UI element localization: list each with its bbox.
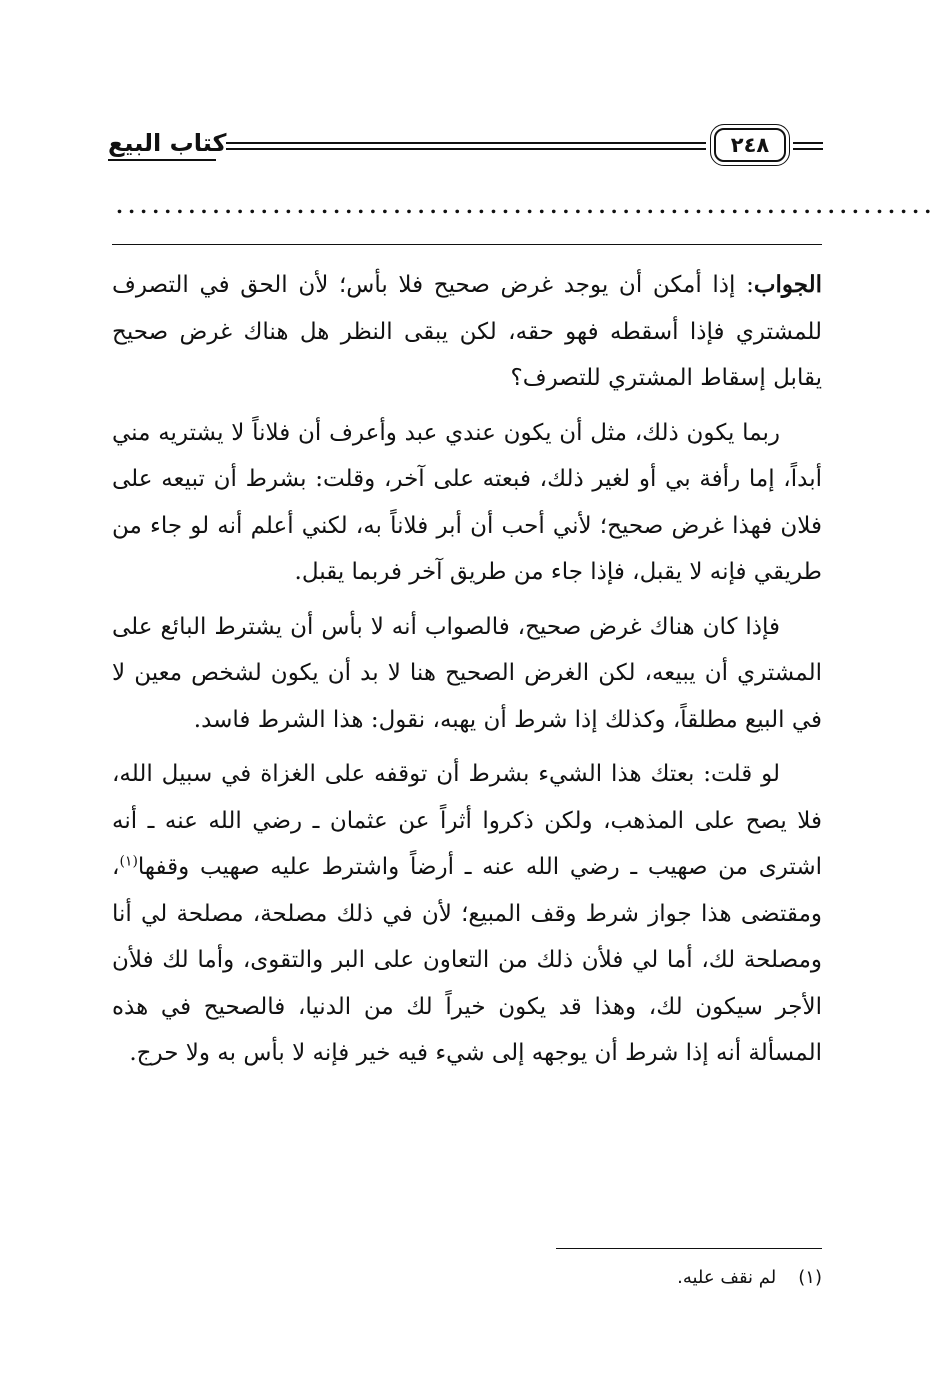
footnote-reference[interactable]: (١)	[119, 853, 138, 870]
paragraph-waqf	[112, 751, 822, 1077]
dotted-separator: ....................................................................	[116, 194, 937, 218]
footnote	[560, 1264, 822, 1292]
header-double-rule-right	[793, 142, 823, 150]
paragraph-text: لو قلت: بعتك هذا الشيء بشرط أن توقفه على الغزاة في سبيل الله، فلا يصح على المذهب، ولكن ذكروا أثراً عن عثمان ـ رضي الله عنه ـ أنه اشترى من صهيب ـ رضي الله عنه ـ أرضاً واشترط عليه صهيب وقفها	[112, 761, 822, 880]
paragraph-ruling	[112, 604, 822, 744]
paragraph-example	[112, 410, 822, 596]
footnote-number: (١)	[798, 1267, 822, 1288]
page-header	[108, 128, 823, 168]
book-title: كتاب البيع	[108, 129, 227, 157]
main-text	[112, 262, 822, 1085]
paragraph-text: ربما يكون ذلك، مثل أن يكون عندي عبد وأعرف أن فلاناً لا يشتريه مني أبداً، إما رأفة بي أو لغير ذلك، فبعته على آخر، وقلت: بشرط أن تبيعه على فلان فهذا غرض صحيح؛ لأني أحب أن أبر فلاناً به، لكني أعلم أنه لو جاء من طريقي فإنه لا يقبل، فإذا جاء من طريق آخر فربما يقبل.	[112, 419, 822, 585]
answer-lead-word: الجواب	[753, 271, 822, 298]
paragraph-text: : إذا أمكن أن يوجد غرض صحيح فلا بأس؛ لأن الحق في التصرف للمشتري فإذا أسقطه فهو حقه، لكن يبقى النظر هل هناك غرض صحيح يقابل إسقاط المشتري للتصرف؟	[112, 272, 822, 391]
page-number-box	[714, 128, 786, 162]
book-title-underline	[108, 159, 216, 161]
header-double-rule-left	[226, 142, 706, 150]
paragraph-text: فإذا كان هناك غرض صحيح، فالصواب أنه لا بأس أن يشترط البائع على المشتري أن يبيعه، لكن الغرض الصحيح هنا لا بد أن يكون لشخص معين لا في البيع مطلقاً، وكذلك إذا شرط أن يهبه، نقول: هذا الشرط فاسد.	[112, 613, 822, 733]
footnote-text: لم نقف عليه.	[677, 1267, 777, 1288]
text-top-rule	[112, 244, 822, 245]
page-number: ٢٤٨	[730, 133, 770, 157]
footnote-rule	[556, 1248, 822, 1249]
paragraph-answer	[112, 262, 822, 402]
paragraph-text: ، ومقتضى هذا جواز شرط وقف المبيع؛ لأن في ذلك مصلحة، مصلحة لي أنا ومصلحة لك، أما لي فلأن ذلك من التعاون على البر والتقوى، وأما لك فلأن الأجر سيكون لك، وهذا قد يكون خيراً لك من الدنيا، فالصحيح في هذه المسألة أنه إذا شرط أن يوجهه إلى شيء فيه خير فإنه لا بأس به ولا حرج.	[112, 854, 822, 1066]
